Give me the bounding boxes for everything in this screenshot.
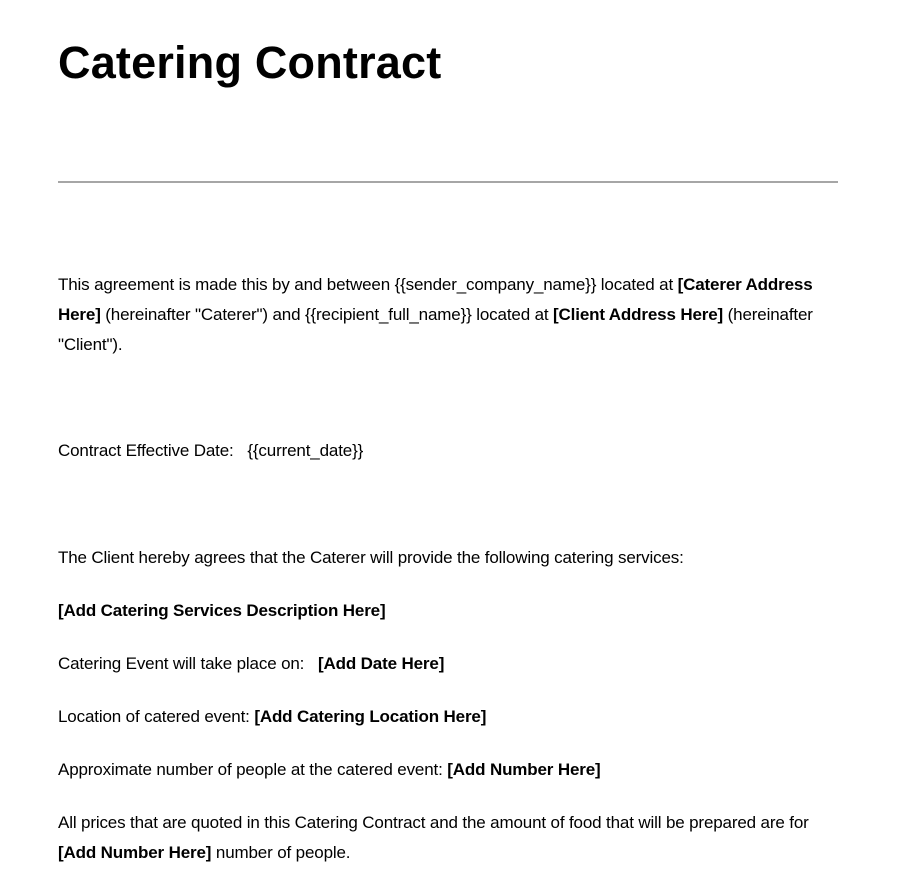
people-count-line [58, 755, 848, 785]
effective-date-value: {{current_date}} [247, 441, 364, 460]
location-line [58, 702, 848, 732]
location-placeholder: [Add Catering Location Here] [254, 707, 487, 726]
intro-text-3: (hereinafter "Client"). [58, 305, 813, 354]
client-address-placeholder: [Client Address Here] [553, 305, 724, 324]
services-intro: The Client hereby agrees that the Caterer will provide the following catering services: [58, 548, 684, 567]
prices-paragraph [58, 808, 838, 868]
effective-date-line [58, 436, 848, 466]
people-count-label: Approximate number of people at the catered event: [58, 760, 443, 779]
prices-text-1: All prices that are quoted in this Catering Contract and the amount of food that will be prepared are for [58, 813, 809, 832]
intro-text-1: This agreement is made this by and between {{sender_company_name}} located at [58, 275, 678, 294]
prices-number-placeholder: [Add Number Here] [58, 843, 212, 862]
caterer-address-placeholder: [Caterer Address Here] [58, 275, 813, 324]
prices-text-2: number of people. [211, 843, 351, 862]
document-title: Catering Contract [58, 37, 442, 88]
intro-paragraph [58, 270, 818, 360]
effective-date-label: Contract Effective Date: [58, 441, 234, 460]
event-date-label: Catering Event will take place on: [58, 654, 305, 673]
people-count-placeholder: [Add Number Here] [447, 760, 601, 779]
title-divider [58, 181, 838, 183]
intro-text-2: (hereinafter "Caterer") and {{recipient_full_name}} located at [100, 305, 554, 324]
event-date-placeholder: [Add Date Here] [318, 654, 445, 673]
location-label: Location of catered event: [58, 707, 250, 726]
event-date-line [58, 649, 848, 679]
services-description-placeholder: [Add Catering Services Description Here] [58, 601, 386, 620]
